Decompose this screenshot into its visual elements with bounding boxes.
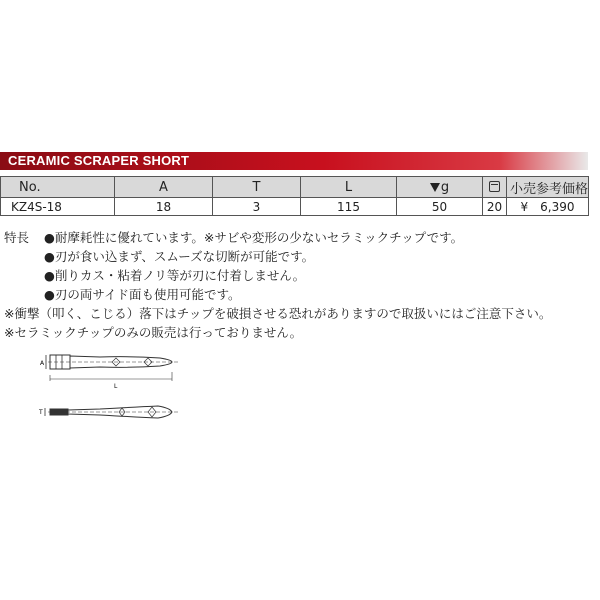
header-l: L [301,177,397,198]
dimension-label-l: L [114,383,118,390]
header-weight-label: g [440,179,450,195]
spec-table [0,176,589,216]
header-t: T [213,177,301,198]
cell-t: 3 [213,198,301,216]
ceramic-tip-side [50,409,68,415]
feature-item: ●刃の両サイド面も使用可能です。 [44,287,241,302]
feature-item: ●耐摩耗性に優れています。※サビや変形の少ないセラミックチップです。 [44,230,464,245]
table-header-row [1,177,589,198]
tool-dimension-diagram [40,346,200,426]
triangle-down-icon [430,183,440,192]
cell-weight: 50 [397,198,483,216]
note-item: ※セラミックチップのみの販売は行っておりません。 [4,325,303,340]
header-price: 小売参考価格 [507,177,589,198]
box-icon [489,181,500,192]
features-section [4,228,551,342]
header-qty [483,177,507,198]
table-row [1,198,589,216]
header-no: No. [1,177,115,198]
header-a: A [115,177,213,198]
note-item: ※衝撃（叩く、こじる）落下はチップを破損させる恐れがありますので取扱いにはご注意下さい。 [4,306,552,321]
cell-l: 115 [301,198,397,216]
cell-a: 18 [115,198,213,216]
cell-no: KZ4S-18 [1,198,115,216]
dimension-label-t: T [39,409,43,416]
product-banner [0,152,588,170]
feature-item: ●削りカス・粘着ノリ等が刃に付着しません。 [44,268,306,283]
cell-price: ¥ 6,390 [507,198,589,216]
product-title: CERAMIC SCRAPER SHORT [8,153,190,168]
cell-qty: 20 [483,198,507,216]
feature-item: ●刃が食い込まず、スムーズな切断が可能です。 [44,249,315,264]
header-weight [397,177,483,198]
dimension-label-a: A [40,360,45,367]
features-label: 特長 [4,230,30,245]
